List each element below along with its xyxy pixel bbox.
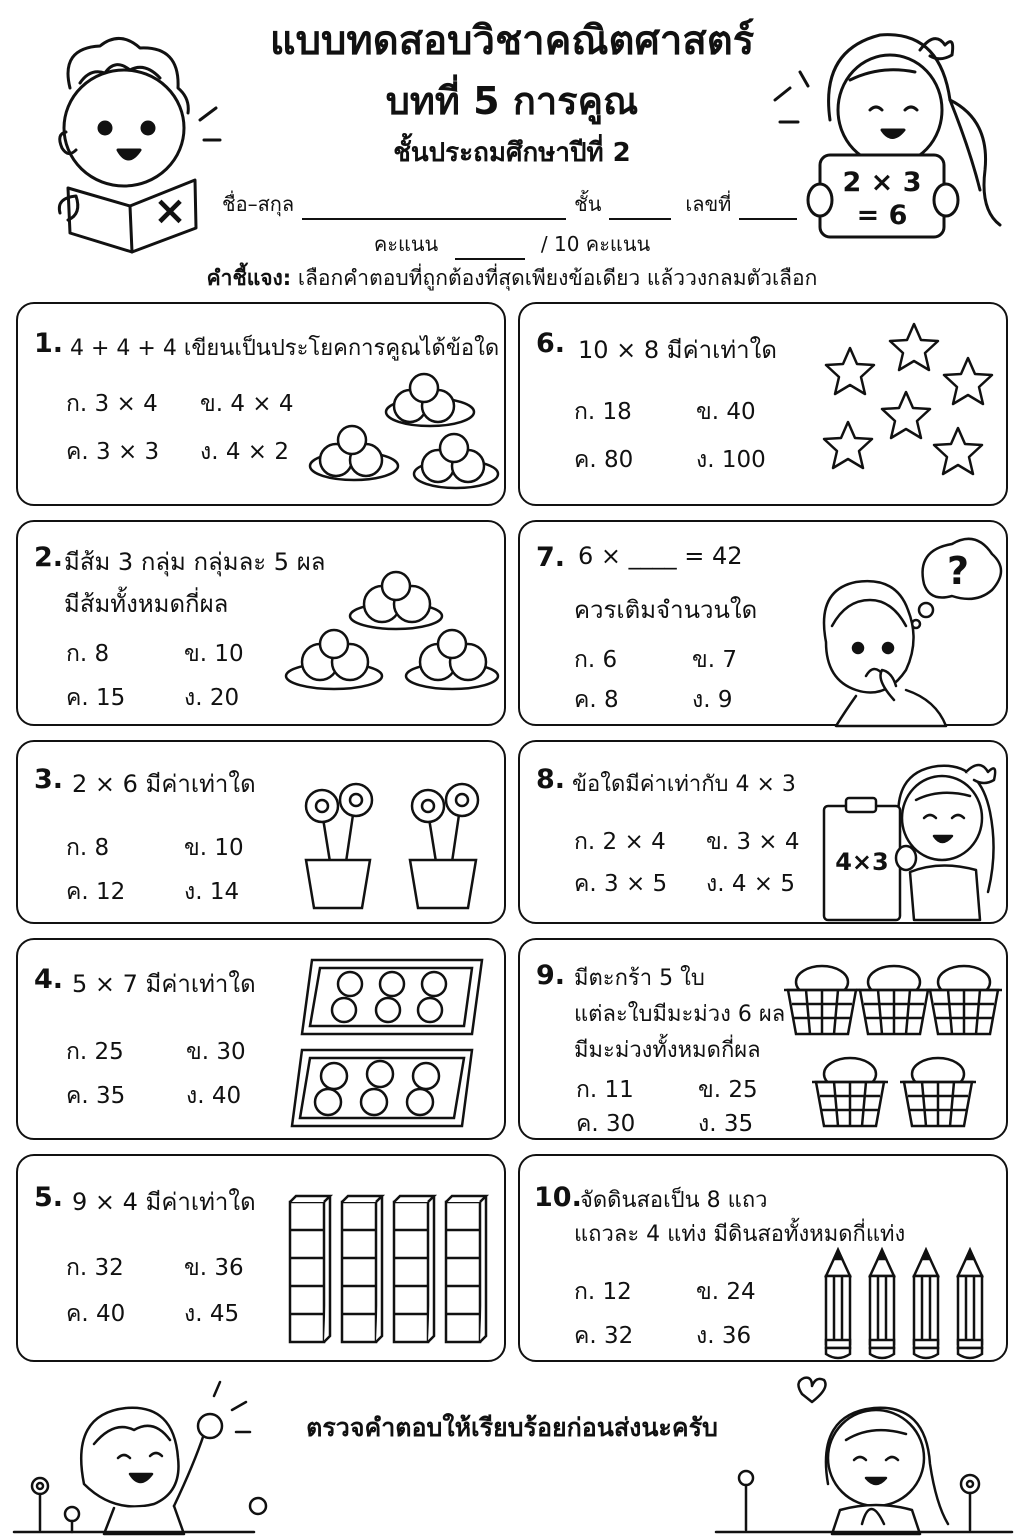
number-label: เลขที่ [685,192,732,216]
apple-bowls-icon [310,366,500,496]
option-b[interactable]: ข. 10 [184,835,244,861]
option-c[interactable]: ค. 3 × 3 [66,439,160,465]
question-card-1 [16,302,506,506]
question-text-line-2: แถวละ 4 แท่ง มีดินสอทั้งหมดกี่แท่ง [574,1222,906,1247]
option-c[interactable]: ค. 15 [66,685,126,711]
class-field[interactable] [609,198,671,220]
question-card-7 [518,520,1008,726]
question-text-line-1: มีตะกร้า 5 ใบ [574,966,705,991]
score-total: / 10 คะแนน [540,232,651,256]
question-text: ข้อใดมีค่าเท่ากับ 4 × 3 [572,772,796,797]
option-d[interactable]: ง. 36 [696,1323,752,1349]
instructions [0,262,1024,295]
option-b[interactable]: ข. 36 [184,1255,244,1281]
question-number: 10. [534,1182,582,1213]
stars-icon [816,318,996,484]
instructions-text: เลือกคำตอบที่ถูกต้องที่สุดเพียงข้อเดียว แล้ววงกลมตัวเลือก [297,266,818,290]
question-text-line-1: จัดดินสอเป็น 8 แถว [580,1188,768,1213]
score-label: คะแนน [373,232,439,256]
question-number: 7. [536,542,566,573]
cheering-boy-icon [14,1374,254,1534]
board-text: 4×3 [835,848,889,876]
question-card-3 [16,740,506,924]
question-text-line-1: มีส้ม 3 กลุ่ม กลุ่มละ 5 ผล [64,548,326,576]
question-number: 1. [34,328,64,359]
question-number: 5. [34,1182,64,1213]
option-d[interactable]: ง. 14 [184,879,240,905]
option-a[interactable]: ก. 11 [576,1077,634,1103]
grade-level: ชั้นประถมศึกษาปีที่ 2 [393,138,631,168]
option-c[interactable]: ค. 3 × 5 [574,871,668,897]
flower-pots-icon [294,772,494,912]
block-towers-icon [284,1192,488,1350]
question-text: 10 × 8 มีค่าเท่าใด [578,336,777,364]
question-card-9 [518,938,1008,1140]
footer-message: ตรวจคำตอบให้เรียบร้อยก่อนส่งนะครับ [306,1413,718,1442]
class-label: ชั้น [574,192,602,216]
option-b[interactable]: ข. 3 × 4 [706,829,800,855]
student-info-fields [222,188,805,220]
option-d[interactable]: ง. 40 [186,1083,242,1109]
option-d[interactable]: ง. 35 [698,1111,754,1137]
question-number: 9. [536,960,566,991]
question-number: 3. [34,764,64,795]
happy-girl-icon [716,1374,1012,1534]
option-b[interactable]: ข. 10 [184,641,244,667]
option-c[interactable]: ค. 32 [574,1323,634,1349]
option-a[interactable]: ก. 8 [66,641,110,667]
instructions-label: คำชี้แจง: [206,266,292,290]
option-b[interactable]: ข. 24 [696,1279,756,1305]
option-d[interactable]: ง. 9 [692,687,733,713]
pencils-icon [814,1246,994,1356]
chapter-title: บทที่ 5 การคูณ [385,79,639,123]
question-number: 6. [536,328,566,359]
question-text-line-2: ควรเติมจำนวนใด [574,596,758,624]
option-b[interactable]: ข. 25 [698,1077,758,1103]
question-text: 5 × 7 มีค่าเท่าใด [72,970,256,998]
board-line-2: = 6 [856,200,908,231]
girl-with-board-icon [770,10,1010,250]
option-b[interactable]: ข. 7 [692,647,737,673]
option-d[interactable]: ง. 4 × 5 [706,871,796,897]
option-a[interactable]: ก. 6 [574,647,618,673]
option-a[interactable]: ก. 18 [574,399,632,425]
question-card-2 [16,520,506,726]
question-text-line-3: มีมะม่วงทั้งหมดกี่ผล [574,1038,761,1063]
option-a[interactable]: ก. 2 × 4 [574,829,666,855]
cookie-trays-icon [272,954,496,1134]
name-label: ชื่อ–สกุล [222,192,295,216]
option-d[interactable]: ง. 100 [696,447,766,473]
name-field[interactable] [302,198,566,220]
question-text: 2 × 6 มีค่าเท่าใด [72,770,256,798]
board-line-1: 2 × 3 [842,167,922,198]
option-b[interactable]: ข. 30 [186,1039,246,1065]
question-card-5 [16,1154,506,1362]
option-a[interactable]: ก. 8 [66,835,110,861]
option-a[interactable]: ก. 3 × 4 [66,391,158,417]
question-number: 2. [34,542,64,573]
option-c[interactable]: ค. 30 [576,1111,636,1137]
book-mark: × [153,188,187,234]
option-d[interactable]: ง. 45 [184,1301,240,1327]
question-card-6 [518,302,1008,506]
question-text: 4 + 4 + 4 เขียนเป็นประโยคการคูณได้ข้อใด [70,336,500,361]
option-d[interactable]: ง. 20 [184,685,240,711]
option-b[interactable]: ข. 40 [696,399,756,425]
option-a[interactable]: ก. 32 [66,1255,124,1281]
option-a[interactable]: ก. 25 [66,1039,124,1065]
question-number: 4. [34,964,64,995]
question-text: 9 × 4 มีค่าเท่าใด [72,1188,256,1216]
score-field[interactable] [455,240,525,260]
option-a[interactable]: ก. 12 [574,1279,632,1305]
option-c[interactable]: ค. 80 [574,447,634,473]
option-b[interactable]: ข. 4 × 4 [200,391,294,417]
worksheet-title: แบบทดสอบวิชาคณิตศาสตร์ [269,18,755,64]
option-d[interactable]: ง. 4 × 2 [200,439,290,465]
question-card-4 [16,938,506,1140]
option-c[interactable]: ค. 12 [66,879,126,905]
question-mark-bubble: ? [946,549,970,593]
orange-plates-icon [284,564,494,694]
option-c[interactable]: ค. 8 [574,687,619,713]
question-card-10 [518,1154,1008,1362]
question-text-line-2: มีส้มทั้งหมดกี่ผล [64,590,229,618]
question-text-line-2: แต่ละใบมีมะม่วง 6 ผล [574,1002,786,1027]
question-card-8 [518,740,1008,924]
question-text-line-1: 6 × ____ = 42 [578,542,743,570]
question-number: 8. [536,764,566,795]
girl-board-icon [820,752,1000,920]
option-c[interactable]: ค. 40 [66,1301,126,1327]
boy-reading-icon [20,28,220,248]
option-c[interactable]: ค. 35 [66,1083,126,1109]
mango-baskets-icon [782,954,1002,1136]
thinking-boy-icon [796,530,1002,726]
